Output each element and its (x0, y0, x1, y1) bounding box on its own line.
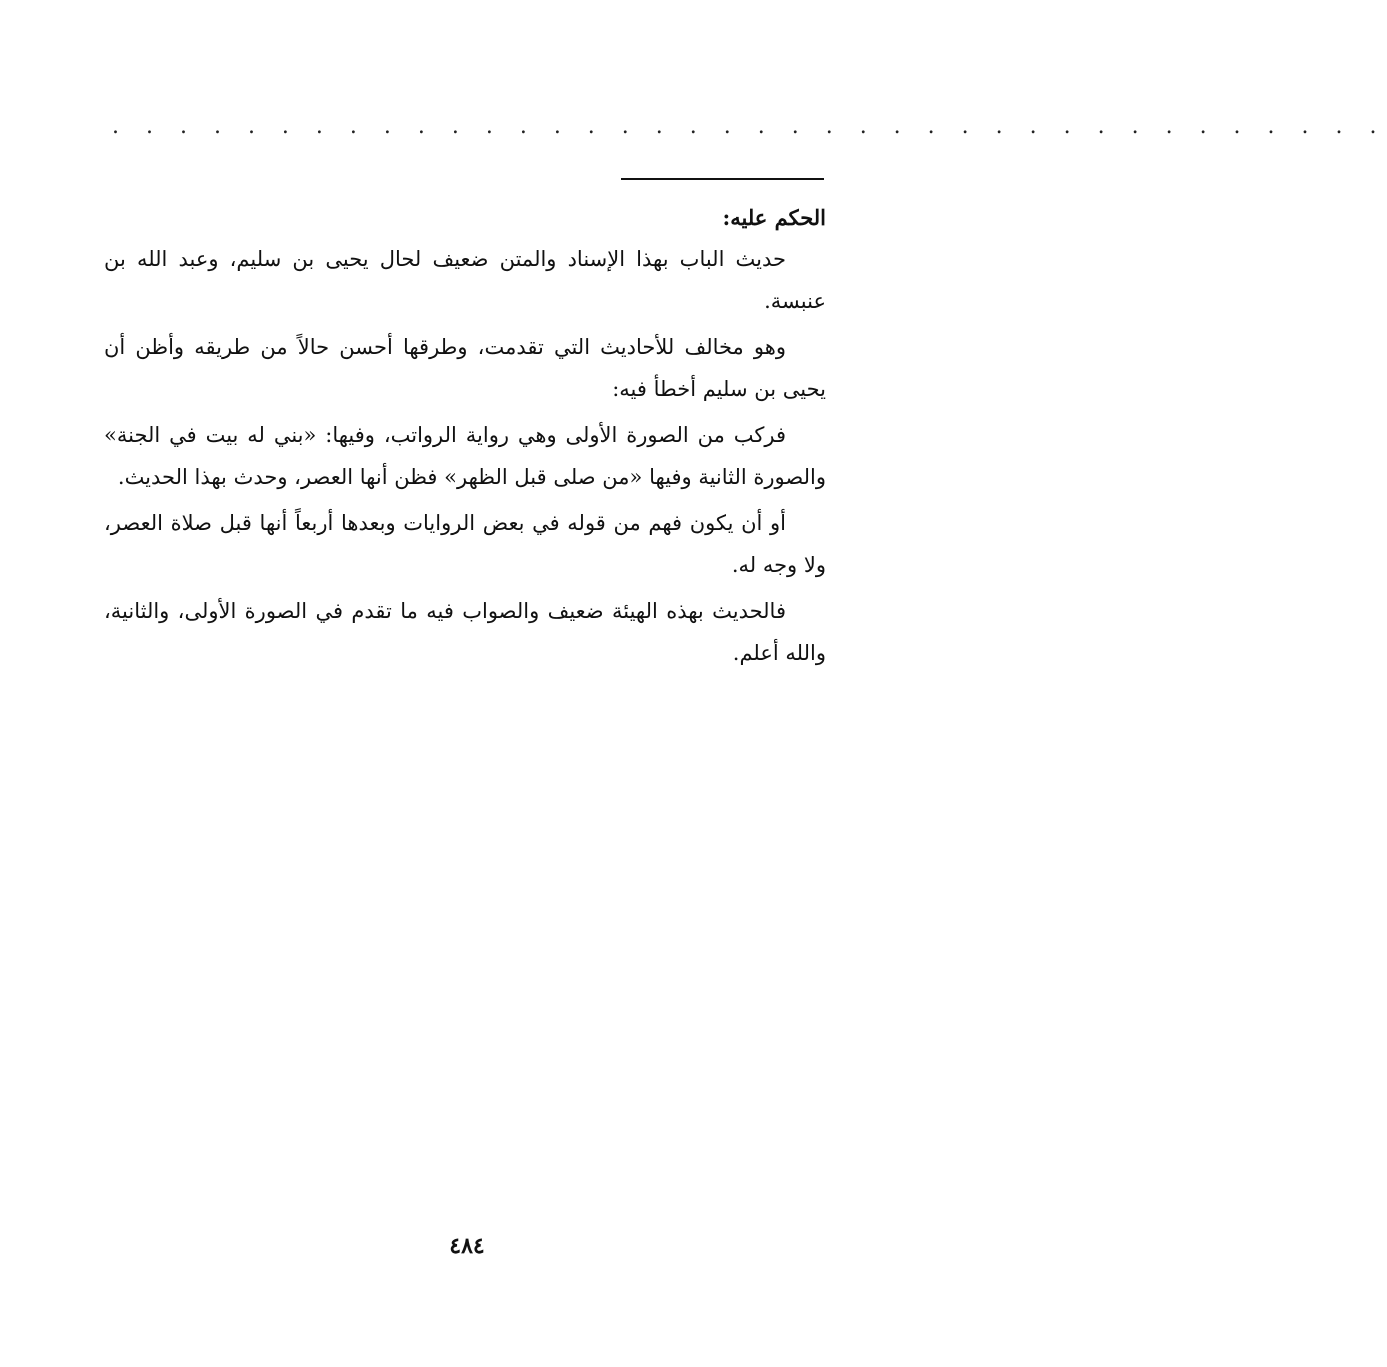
paragraph-4: أو أن يكون فهم من قوله في بعض الروايات وبعدها أربعاً أنها قبل صلاة العصر، ولا وجه له. (104, 511, 826, 577)
main-text (104, 200, 826, 678)
footnote-separator-dots: . . . . . . . . . . . . . . . . . . . . . . . . . . . . . . . . . . . . . . (112, 114, 1387, 139)
paragraph-1: حديث الباب بهذا الإسناد والمتن ضعيف لحال يحيى بن سليم، وعبد الله بن عنبسة. (104, 247, 826, 313)
section-rule (621, 178, 824, 180)
paragraph-5: فالحديث بهذه الهيئة ضعيف والصواب فيه ما تقدم في الصورة الأولى، والثانية، والله أعلم. (104, 599, 826, 665)
page-number: ٤٨٤ (449, 1233, 485, 1259)
paragraph-3: فركب من الصورة الأولى وهي رواية الرواتب، وفيها: «بني له بيت في الجنة» والصورة الثانية وفيها «من صلى قبل الظهر» فظن أنها العصر، وحدث بهذا الحديث. (104, 423, 826, 489)
paragraph-2: وهو مخالف للأحاديث التي تقدمت، وطرقها أحسن حالاً من طريقه وأظن أن يحيى بن سليم أخطأ فيه: (104, 335, 826, 401)
section-heading: الحكم عليه: (722, 205, 826, 230)
